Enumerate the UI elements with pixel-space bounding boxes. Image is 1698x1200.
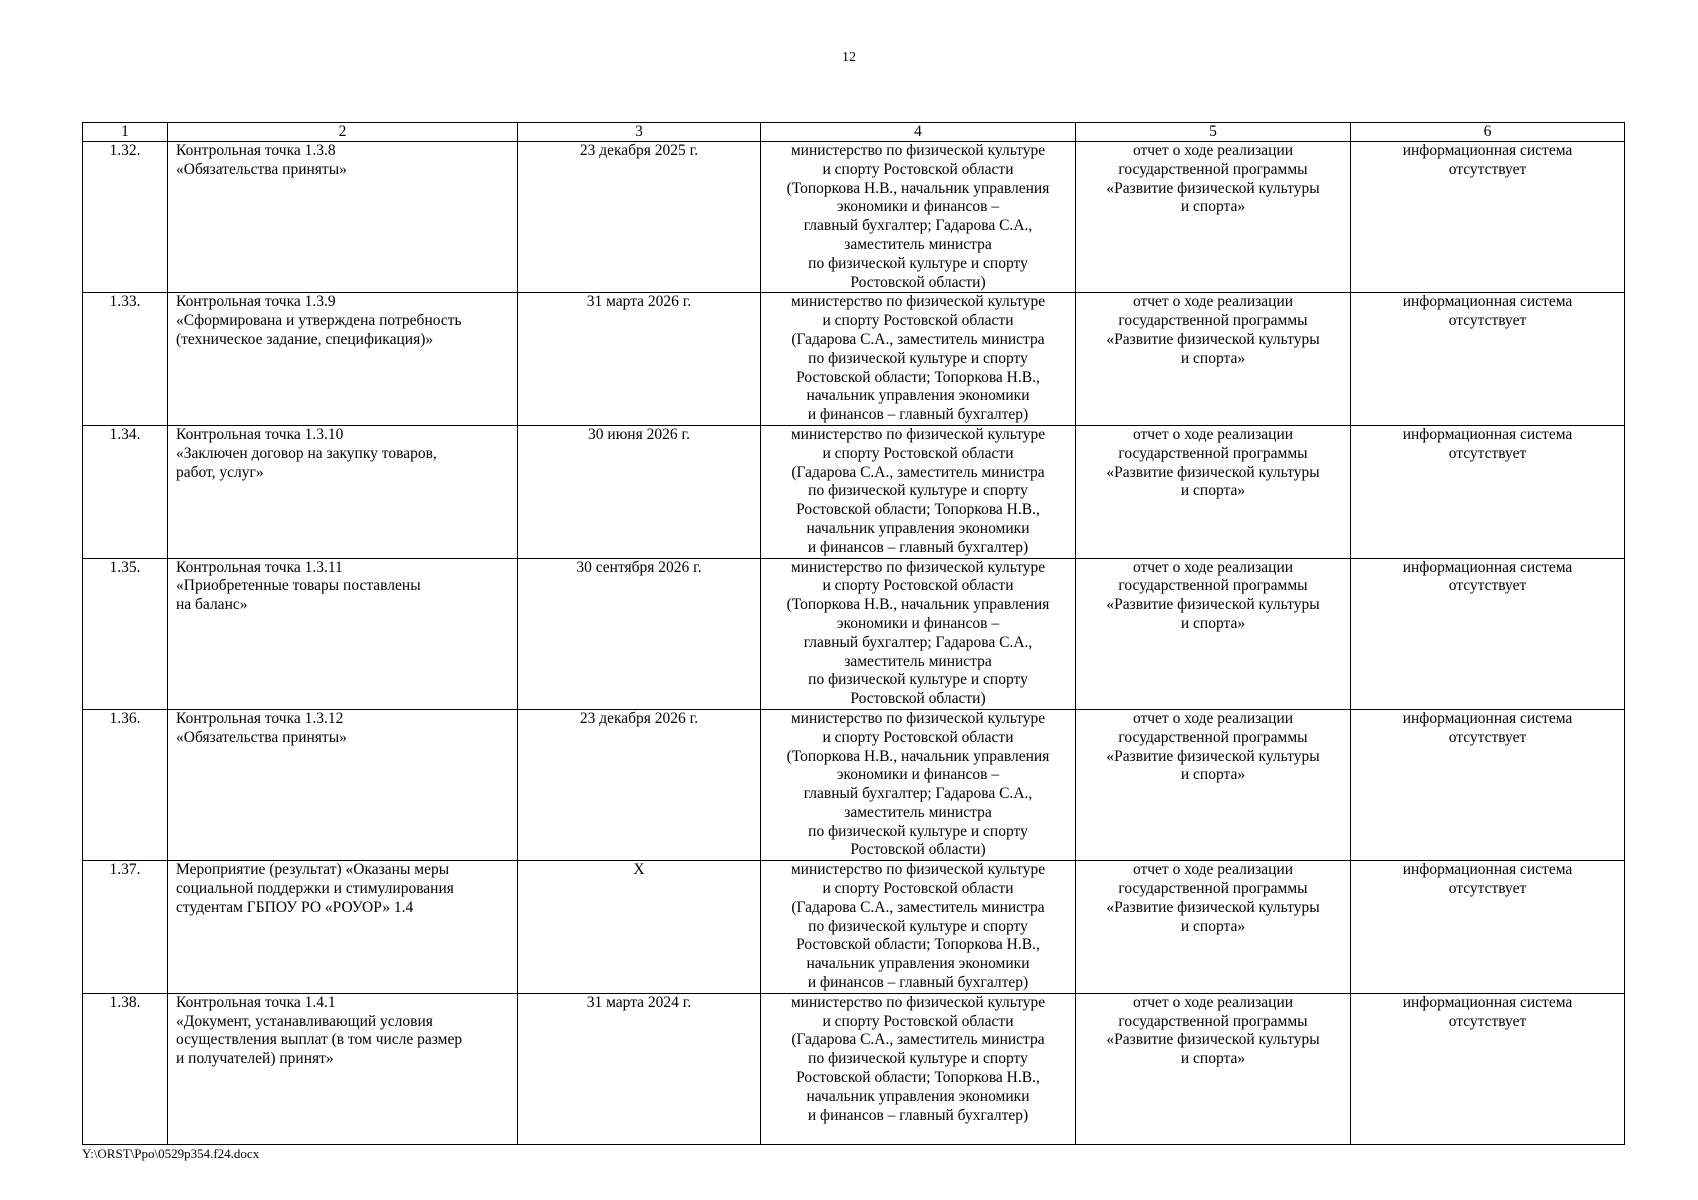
row-number: 1.35. [83,558,168,709]
column-header: 5 [1076,123,1351,142]
row-document: отчет о ходе реализации государственной программы «Развитие физической культуры и спорта» [1106,142,1320,216]
row-document: отчет о ходе реализации государственной программы «Развитие физической культуры и спорта» [1106,993,1320,1068]
row-system: информационная система отсутствует [1402,558,1573,595]
row-responsible: министерство по физической культуре и спорту Ростовской области (Топоркова Н.В., начальник управления экономики и финансов – главный бухгалтер; Гадарова С.А., заместитель министра по физической культуре и спорту Ростовской области) [786,142,1050,291]
row-responsible: министерство по физической культуре и спорту Ростовской области (Гадарова С.А., заместитель министра по физической культуре и спорту Ростовской области; Топоркова Н.В., начальник управления экономики и финансов – главный бухгалтер) [790,861,1046,992]
row-document: отчет о ходе реализации государственной программы «Развитие физической культуры и спорта» [1106,558,1320,632]
table-row [83,558,1625,709]
table-header-row [83,123,1625,142]
row-responsible: министерство по физической культуре и спорту Ростовской области (Гадарова С.А., заместитель министра по физической культуре и спорту Ростовской области; Топоркова Н.В., начальник управления экономики и финансов – главный бухгалтер) [790,293,1046,424]
row-responsible: министерство по физической культуре и спорту Ростовской области (Гадарова С.А., заместитель министра по физической культуре и спорту Ростовской области; Топоркова Н.В., начальник управления экономики и финансов – главный бухгалтер) [790,993,1046,1124]
table-row [83,293,1625,426]
row-system: информационная система отсутствует [1402,425,1573,462]
row-responsible: министерство по физической культуре и спорту Ростовской области (Топоркова Н.В., начальник управления экономики и финансов – главный бухгалтер; Гадарова С.А., заместитель министра по физической культуре и спорту Ростовской области) [786,558,1050,708]
row-date: 31 марта 2024 г. [518,993,761,1144]
table-row [83,709,1625,860]
file-path-footer: Y:\ORST\Ppo\0529p354.f24.docx [82,1146,260,1161]
row-document: отчет о ходе реализации государственной программы «Развитие физической культуры и спорта» [1106,709,1320,784]
row-document: отчет о ходе реализации государственной программы «Развитие физической культуры и спорта» [1106,861,1320,935]
row-date: 31 марта 2026 г. [518,293,761,426]
row-name: Контрольная точка 1.3.12 «Обязательства приняты» [176,709,347,746]
control-points-table [82,122,1625,1145]
row-system: информационная система отсутствует [1402,142,1573,178]
column-header: 3 [518,123,761,142]
table-row [83,425,1625,558]
page-number: 12 [842,50,856,65]
column-header: 2 [168,123,518,142]
row-document: отчет о ходе реализации государственной программы «Развитие физической культуры и спорта» [1106,425,1320,500]
row-name: Контрольная точка 1.3.8 «Обязательства приняты» [176,142,347,178]
column-header: 4 [761,123,1076,142]
row-system: информационная система отсутствует [1402,293,1573,330]
row-number: 1.33. [83,293,168,426]
row-system: информационная система отсутствует [1402,709,1573,746]
row-date: 30 июня 2026 г. [518,425,761,558]
table-row [83,993,1625,1144]
row-system: информационная система отсутствует [1402,861,1573,898]
row-name: Контрольная точка 1.3.9 «Сформирована и утверждена потребность (техническое задание, спецификация)» [176,293,462,348]
table-row [83,142,1625,293]
row-responsible: министерство по физической культуре и спорту Ростовской области (Топоркова Н.В., начальник управления экономики и финансов – главный бухгалтер; Гадарова С.А., заместитель министра по физической культуре и спорту Ростовской области) [786,709,1050,859]
row-name: Контрольная точка 1.4.1 «Документ, устанавливающий условия осуществления выплат (в том числе размер и получателей) принят» [176,993,463,1068]
row-number: 1.38. [83,993,168,1144]
row-number: 1.34. [83,425,168,558]
row-date: 23 декабря 2025 г. [518,142,761,293]
row-name: Мероприятие (результат) «Оказаны меры социальной поддержки и стимулирования студентам ГБПОУ РО «РОУОР» 1.4 [176,861,454,916]
row-name: Контрольная точка 1.3.10 «Заключен договор на закупку товаров, работ, услуг» [176,425,437,481]
row-date: Х [518,861,761,994]
row-number: 1.37. [83,861,168,994]
column-header: 1 [83,123,168,142]
row-document: отчет о ходе реализации государственной программы «Развитие физической культуры и спорта» [1106,293,1320,367]
row-date: 23 декабря 2026 г. [518,709,761,860]
table-row [83,861,1625,994]
row-number: 1.36. [83,709,168,860]
column-header: 6 [1351,123,1625,142]
row-responsible: министерство по физической культуре и спорту Ростовской области (Гадарова С.А., заместитель министра по физической культуре и спорту Ростовской области; Топоркова Н.В., начальник управления экономики и финансов – главный бухгалтер) [790,425,1046,556]
row-date: 30 сентября 2026 г. [518,558,761,709]
row-number: 1.32. [83,142,168,293]
row-name: Контрольная точка 1.3.11 «Приобретенные товары поставлены на баланс» [176,558,421,614]
row-system: информационная система отсутствует [1402,993,1573,1030]
